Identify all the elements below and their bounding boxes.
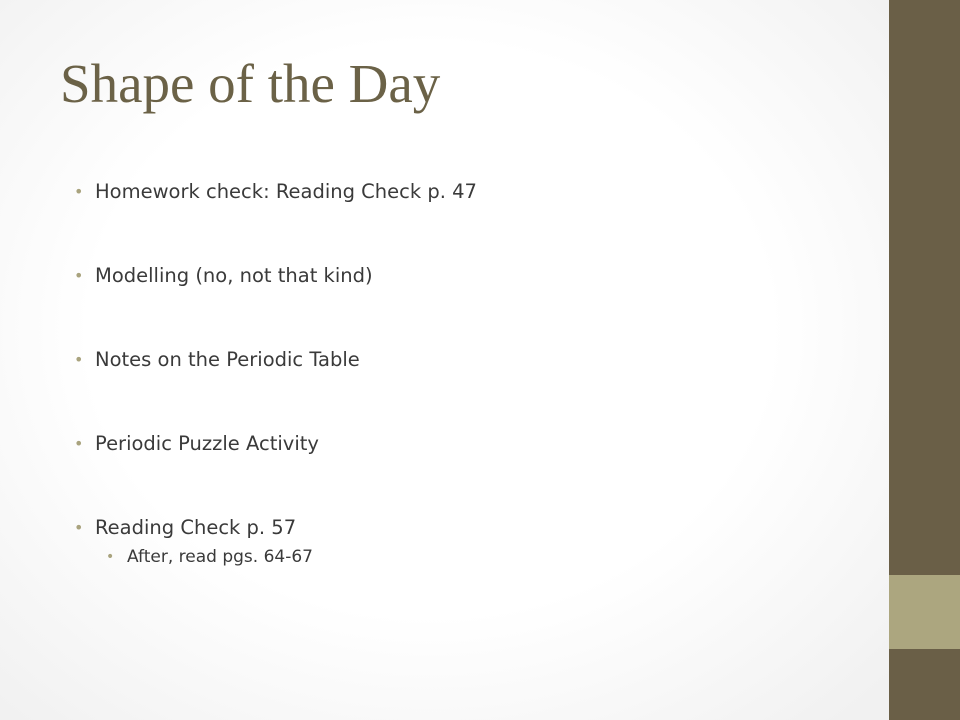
bullet-text: Reading Check p. 57 (95, 516, 297, 539)
sidebar-band-bottom (889, 649, 960, 720)
sub-bullet-text: After, read pgs. 64-67 (127, 547, 313, 567)
bullet-text: Notes on the Periodic Table (95, 348, 360, 371)
bullet-marker: • (74, 434, 84, 453)
bullet-text: Periodic Puzzle Activity (95, 432, 319, 455)
bullet-marker: • (74, 518, 84, 537)
slide-title: Shape of the Day (60, 53, 441, 114)
bullet-item (74, 178, 854, 206)
bullet-text: Homework check: Reading Check p. 47 (95, 180, 477, 203)
bullet-list (74, 178, 854, 570)
decorative-sidebar (889, 0, 960, 720)
bullet-text: Modelling (no, not that kind) (95, 264, 373, 287)
bullet-item (74, 346, 854, 374)
bullet-item (74, 514, 854, 570)
sub-bullet-item (106, 544, 854, 570)
bullet-marker: • (74, 182, 84, 201)
sub-bullet-marker: • (106, 549, 115, 565)
bullet-item (74, 430, 854, 458)
bullet-marker: • (74, 266, 84, 285)
bullet-marker: • (74, 350, 84, 369)
sidebar-band-top (889, 0, 960, 575)
bullet-item (74, 262, 854, 290)
sidebar-band-middle (889, 575, 960, 649)
sub-bullet-list (95, 544, 854, 570)
